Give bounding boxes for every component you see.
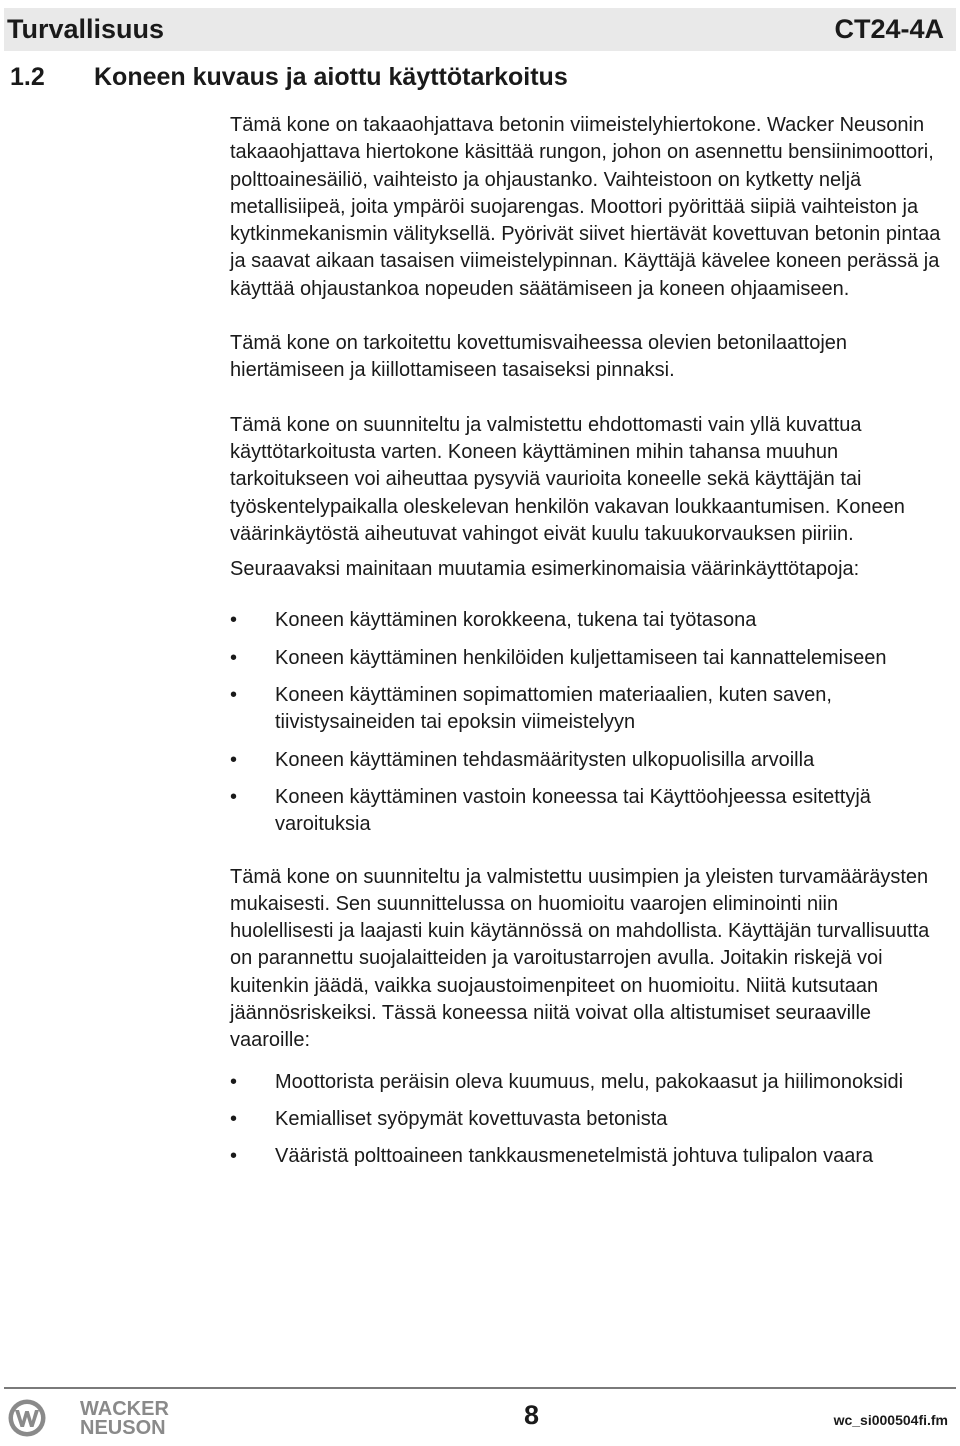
logo-line-wacker: WACKER xyxy=(80,1398,169,1420)
chapter-title: Turvallisuus xyxy=(7,14,165,44)
purpose-paragraph: Tämä kone on tarkoitettu kovettumisvaiheessa olevien betonilaattojen hiertämiseen ja kiillottamiseen tasaiseksi pinnaksi. xyxy=(230,332,848,382)
section-number: 1.2 xyxy=(10,63,45,91)
list-item: • Koneen käyttäminen sopimattomien materiaalien, kuten saven, tiivistysaineiden tai epoksin viimeistelyyn xyxy=(230,682,942,737)
list-item: • Kemialliset syöpymät kovettuvasta betonista xyxy=(230,1106,942,1133)
misuse-intro-paragraph: Seuraavaksi mainitaan muutamia esimerkinomaisia väärinkäyttötapoja: xyxy=(230,558,860,581)
description-paragraph: Tämä kone on takaaohjattava betonin viimeistelyhiertokone. Wacker Neusonin takaaohjattava hiertokone käsittää rungon, johon on asennettu bensiinimoottori, polttoainesäiliö, vaihteisto ja ohjaustanko. Vaihteistoon on kytketty neljä metallisiipeä, joita ympäröi suojarengas. Moottori pyörittää siipiä vaihteiston ja kytkinmekanismin välityksellä. Pyörivät siivet hiertävät kovettuvan betonin pintaa ja saavat aikaan tasaisen viimeistelypinnan. Käyttäjä kävelee koneen perässä ja käyttää ohjaustankoa nopeuden säätämiseen ja koneen ohjaamiseen. xyxy=(230,114,941,300)
model-number: CT24-4A xyxy=(834,14,944,44)
list-item: • Moottorista peräisin oleva kuumuus, melu, pakokaasut ja hiilimonoksidi xyxy=(230,1069,942,1096)
source-file-name: wc_si000504fi.fm xyxy=(833,1412,948,1428)
section-heading xyxy=(10,60,568,94)
exclusive-use-paragraph: Tämä kone on suunniteltu ja valmistettu ehdottomasti vain yllä kuvattua käyttötarkoitusta varten. Koneen käyttäminen mihin tahansa muuhun tarkoitukseen voi aiheuttaa pysyviä vaurioita koneelle sekä käyttäjän tai työskentelypaikalla oleskelevan henkilön vakavan loukkaantumisen. Koneen väärinkäytöstä aiheutuvat vahingot eivät kuulu takuukorvauksen piiriin. xyxy=(230,413,905,545)
list-item: • Koneen käyttäminen vastoin koneessa tai Käyttöohjeessa esitettyjä varoituksia xyxy=(230,784,942,839)
list-item: • Koneen käyttäminen henkilöiden kuljettamiseen tai kannattelemiseen xyxy=(230,645,942,672)
footer-divider xyxy=(4,1387,956,1389)
section-title: Koneen kuvaus ja aiottu käyttötarkoitus xyxy=(94,63,568,91)
page-number: 8 xyxy=(524,1400,540,1430)
misuse-list xyxy=(230,607,942,838)
logo-line-neuson: NEUSON xyxy=(80,1417,166,1439)
safety-design-paragraph: Tämä kone on suunniteltu ja valmistettu uusimpien ja yleisten turvamääräysten mukaisesti. Sen suunnittelussa on huomioitu vaarojen eliminointi niin huolellisesti ja laajasti kuin käytännössä on mahdollista. Käyttäjän turvallisuutta on parannettu suojalaitteiden ja varoitustarrojen avulla. Joitakin riskejä voi kuitenkin jäädä, vaikka suojaustoimenpiteet on huomioitu. Niitä kutsutaan jäännösriskeiksi. Tässä koneessa niitä voivat olla altistumiset seuraaville vaaroille: xyxy=(230,865,930,1052)
list-item: • Vääristä polttoaineen tankkausmenetelmistä johtuva tulipalon vaara xyxy=(230,1143,942,1170)
wacker-neuson-logo-text xyxy=(80,1400,169,1438)
list-item: • Koneen käyttäminen korokkeena, tukena tai työtasona xyxy=(230,607,942,634)
list-item: • Koneen käyttäminen tehdasmääritysten ulkopuolisilla arvoilla xyxy=(230,747,942,774)
wacker-neuson-logo-icon xyxy=(7,1398,47,1438)
body-content xyxy=(230,112,942,1171)
hazard-list xyxy=(230,1069,942,1171)
